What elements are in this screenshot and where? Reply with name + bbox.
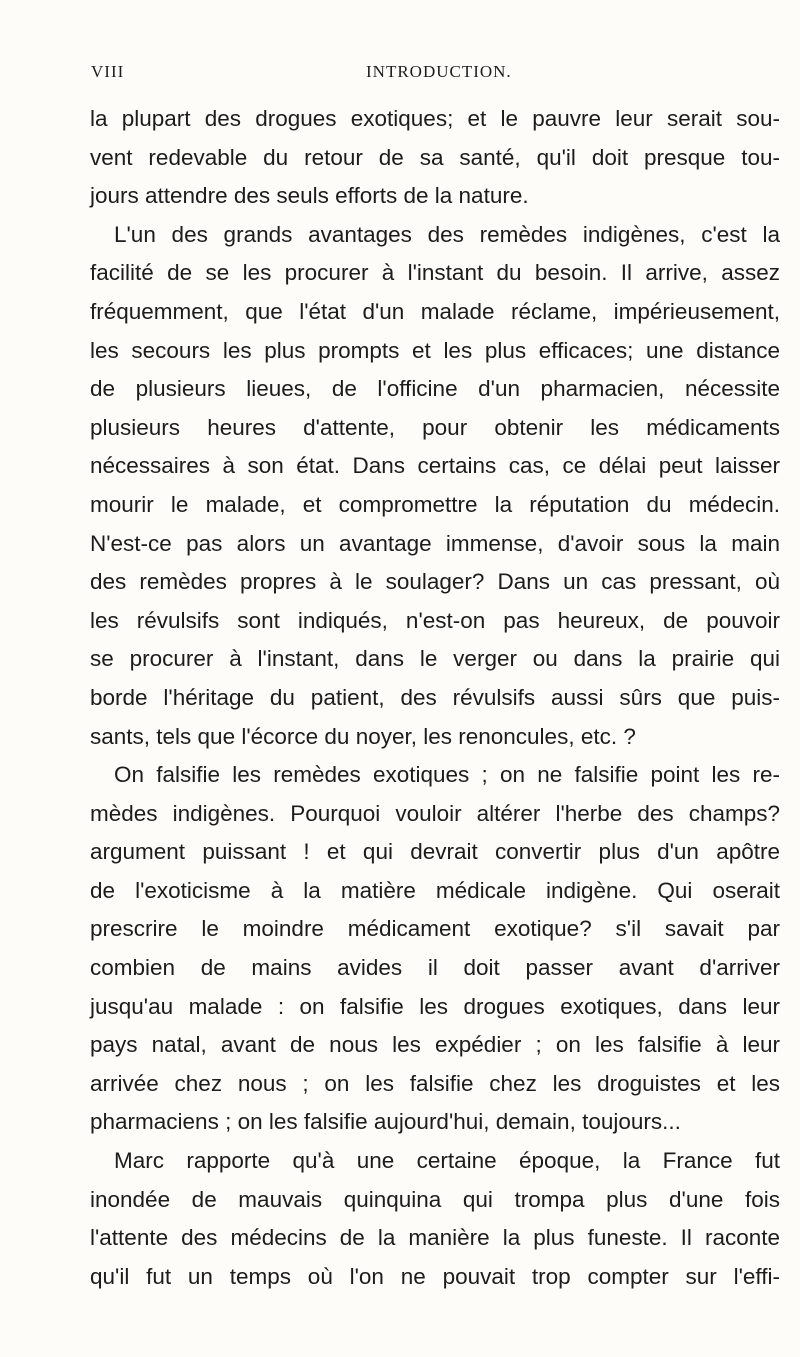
text-line: plusieurs heures d'attente, pour obtenir les médicaments [90,414,780,440]
text-line: les secours les plus prompts et les plus efficaces; une distance [90,337,780,363]
text-line: de l'exoticisme à la matière médicale indigène. Qui oserait [90,877,780,903]
running-head-title: INTRODUCTION. [366,62,512,81]
text-line: combien de mains avides il doit passer avant d'arriver [90,955,780,981]
text-line: vent redevable du retour de sa santé, qu'il doit presque tou- [90,144,780,170]
text-line: fréquemment, que l'état d'un malade réclame, impérieusement, [90,298,780,324]
text-line: arrivée chez nous ; on les falsifie chez les droguistes et les [90,1070,780,1096]
text-line: prescrire le moindre médicament exotique? s'il savait par [90,916,780,942]
text-line: qu'il fut un temps où l'on ne pouvait trop compter sur l'effi- [90,1263,780,1289]
text-line: jusqu'au malade : on falsifie les drogues exotiques, dans leur [90,993,780,1019]
text-line: Marc rapporte qu'à une certaine époque, la France fut [114,1148,780,1174]
text-line: la plupart des drogues exotiques; et le pauvre leur serait sou- [90,106,780,131]
page-number: VIII [91,62,125,81]
text-line: nécessaires à son état. Dans certains cas, ce délai peut laisser [90,453,780,479]
text-line: les révulsifs sont indiqués, n'est-on pas heureux, de pouvoir [90,607,780,633]
text-line: N'est-ce pas alors un avantage immense, d'avoir sous la main [90,530,780,556]
text-line: se procurer à l'instant, dans le verger ou dans la prairie qui [90,646,780,672]
body-text [90,100,780,1296]
text-line: On falsifie les remèdes exotiques ; on ne falsifie point les re- [114,762,780,788]
text-line: facilité de se les procurer à l'instant du besoin. Il arrive, assez [90,260,780,286]
text-line: pharmaciens ; on les falsifie aujourd'hui, demain, toujours... [90,1109,681,1135]
running-head [91,62,651,86]
text-line: pays natal, avant de nous les expédier ; on les falsifie à leur [90,1032,780,1058]
text-line: de plusieurs lieues, de l'officine d'un pharmacien, nécessite [90,376,780,402]
text-line: l'attente des médecins de la manière la plus funeste. Il raconte [90,1225,780,1251]
text-line: mèdes indigènes. Pourquoi vouloir altérer l'herbe des champs? [90,800,780,826]
text-line: borde l'héritage du patient, des révulsifs aussi sûrs que puis- [90,684,780,710]
text-line: jours attendre des seuls efforts de la nature. [90,183,529,209]
text-line: inondée de mauvais quinquina qui trompa plus d'une fois [90,1186,780,1212]
text-line: sants, tels que l'écorce du noyer, les renoncules, etc. ? [90,723,636,749]
text-line: des remèdes propres à le soulager? Dans un cas pressant, où [90,569,780,595]
text-line: L'un des grands avantages des remèdes indigènes, c'est la [114,221,780,247]
text-line: argument puissant ! et qui devrait convertir plus d'un apôtre [90,839,780,865]
text-line: mourir le malade, et compromettre la réputation du médecin. [90,491,780,517]
